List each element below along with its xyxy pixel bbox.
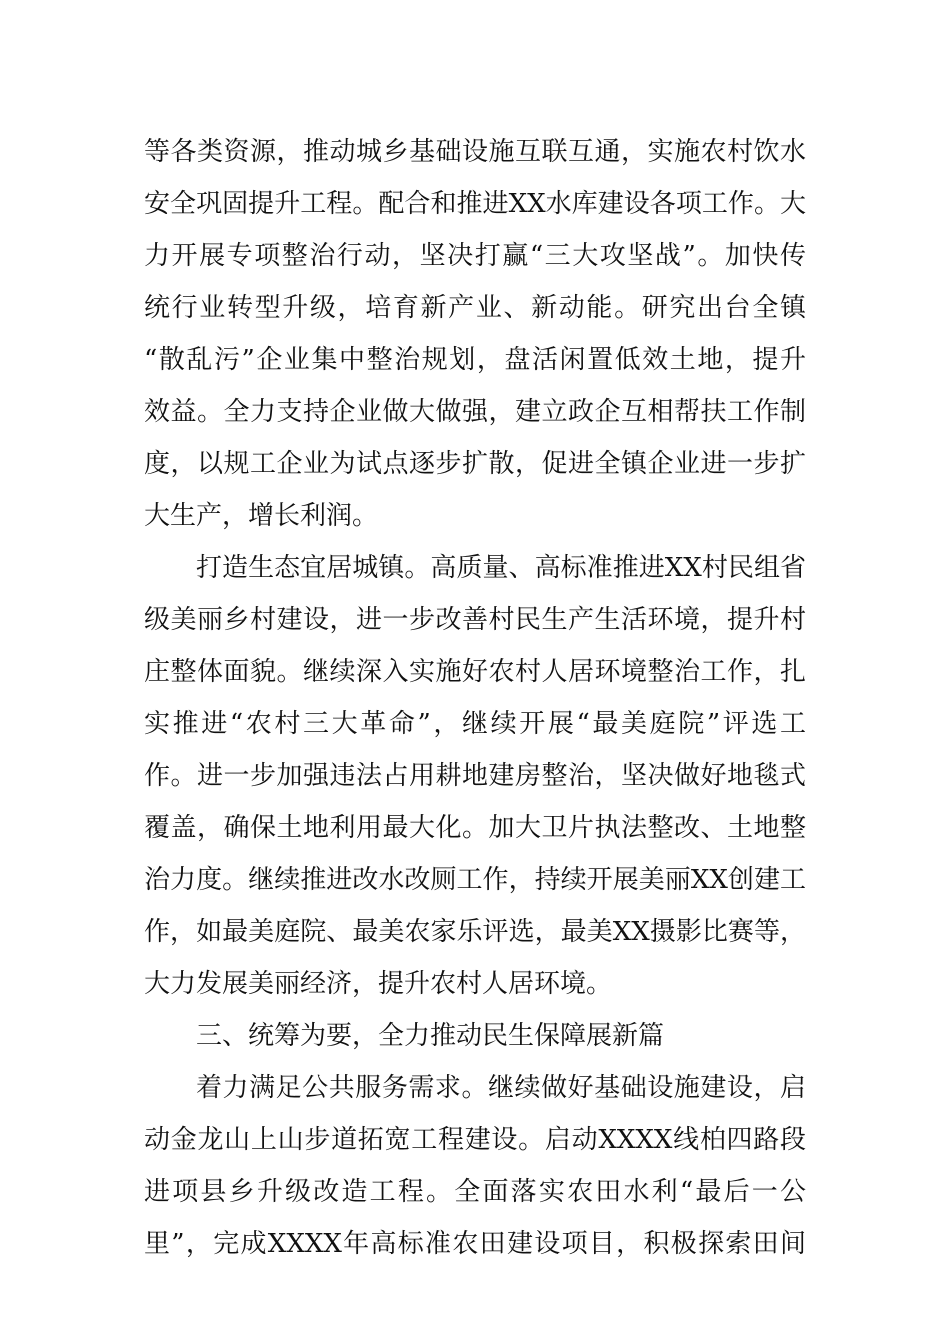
text-line: 效益。全力支持企业做大做强，建立政企互相帮扶工作制 bbox=[144, 397, 806, 427]
text-line: 度，以规工企业为试点逐步扩散，促进全镇企业进一步扩 bbox=[144, 449, 806, 479]
text-line: 力开展专项整治行动，坚决打赢“三大攻坚战”。加快传 bbox=[144, 241, 806, 271]
text-line: 里”，完成XXXX年高标准农田建设项目，积极探索田间 bbox=[144, 1229, 806, 1259]
text-line: 等各类资源，推动城乡基础设施互联互通，实施农村饮水 bbox=[144, 137, 806, 167]
text-line: 进项县乡升级改造工程。全面落实农田水利“最后一公 bbox=[144, 1177, 806, 1207]
paragraph-start-line: 打造生态宜居城镇。高质量、高标准推进XX村民组省 bbox=[196, 553, 806, 583]
document-body bbox=[144, 126, 806, 1270]
text-line: 作，如最美庭院、最美农家乐评选，最美XX摄影比赛等， bbox=[144, 917, 806, 947]
text-line: 作。进一步加强违法占用耕地建房整治，坚决做好地毯式 bbox=[144, 761, 806, 791]
text-line: 庄整体面貌。继续深入实施好农村人居环境整治工作，扎 bbox=[144, 657, 806, 687]
text-line: 动金龙山上山步道拓宽工程建设。启动XXXX线柏四路段 bbox=[144, 1125, 806, 1155]
text-line: 级美丽乡村建设，进一步改善村民生产生活环境，提升村 bbox=[144, 605, 806, 635]
text-line: 实推进“农村三大革命”，继续开展“最美庭院”评选工 bbox=[144, 709, 806, 739]
text-line: 覆盖，确保土地利用最大化。加大卫片执法整改、土地整 bbox=[144, 813, 806, 843]
text-line: 安全巩固提升工程。配合和推进XX水库建设各项工作。大 bbox=[144, 189, 806, 219]
text-line: “散乱污”企业集中整治规划，盘活闲置低效土地，提升 bbox=[144, 345, 806, 375]
text-line: 大生产，增长利润。 bbox=[144, 501, 379, 531]
paragraph-start-line: 着力满足公共服务需求。继续做好基础设施建设，启 bbox=[196, 1073, 806, 1103]
section-heading: 三、统筹为要，全力推动民生保障展新篇 bbox=[196, 1021, 665, 1051]
text-line: 治力度。继续推进改水改厕工作，持续开展美丽XX创建工 bbox=[144, 865, 806, 895]
text-line: 大力发展美丽经济，提升农村人居环境。 bbox=[144, 969, 613, 999]
text-line: 统行业转型升级，培育新产业、新动能。研究出台全镇 bbox=[144, 293, 806, 323]
